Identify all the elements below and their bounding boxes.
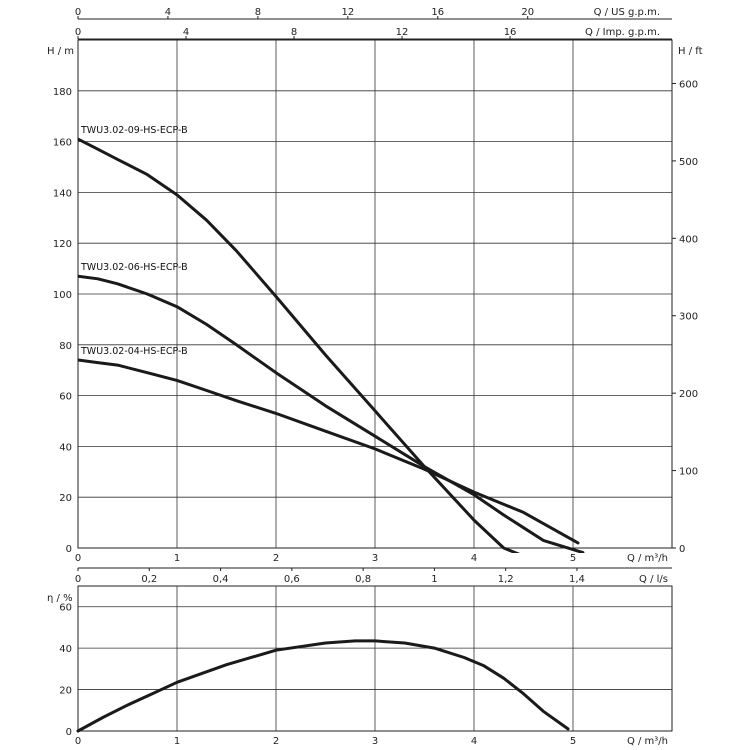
top-flow-axis-tick-label: 8 — [254, 7, 262, 18]
head-y-tick-label: 60 — [59, 391, 72, 403]
ls-axis-tick-label: 0,2 — [141, 574, 158, 585]
efficiency-x-axis-title: Q / m³/h — [626, 736, 668, 747]
head-y-tick-label: 80 — [59, 340, 72, 352]
top-flow-axis-tick-label: 0 — [74, 27, 82, 38]
top-flow-axis-tick-label: 12 — [341, 7, 355, 18]
head-x-tick-label: 0 — [74, 553, 82, 564]
ls-axis-tick-label: 1,2 — [497, 574, 514, 585]
head-y-tick-label: 20 — [59, 493, 72, 505]
efficiency-x-tick-label: 0 — [74, 736, 82, 747]
head-y-axis-title-right: H / ft — [678, 46, 703, 57]
top-flow-axis-tick-label: 16 — [431, 7, 445, 18]
efficiency-y-axis-title: η / % — [47, 593, 73, 604]
head-right-tick-label: 600 — [679, 79, 699, 91]
head-curve-label: TWU3.02-06-HS-ECP-B — [81, 262, 188, 274]
head-right-tick-label: 0 — [679, 544, 686, 555]
head-right-tick-label: 200 — [679, 389, 699, 401]
head-curve-label: TWU3.02-09-HS-ECP-B — [81, 125, 188, 137]
head-right-tick-label: 300 — [679, 311, 699, 323]
ls-axis-title: Q / l/s — [639, 574, 668, 585]
efficiency-curve-panel — [47, 568, 672, 747]
top-flow-axis-tick-label: 0 — [74, 7, 82, 18]
head-y-tick-label: 40 — [59, 442, 72, 454]
efficiency-y-tick-label: 40 — [59, 644, 72, 656]
head-curve-line — [78, 276, 583, 552]
head-y-tick-label: 0 — [65, 544, 72, 555]
efficiency-curve-line — [78, 641, 568, 731]
top-flow-axis-title: Q / US g.p.m. — [593, 7, 660, 18]
head-right-tick-label: 400 — [679, 234, 699, 246]
top-flow-axis-tick-label: 16 — [503, 27, 517, 38]
efficiency-x-tick-label: 3 — [371, 736, 379, 747]
head-right-tick-label: 100 — [679, 466, 699, 478]
efficiency-y-tick-label: 60 — [59, 602, 72, 614]
head-x-tick-label: 5 — [569, 553, 577, 564]
head-x-tick-label: 3 — [371, 553, 379, 564]
efficiency-x-tick-label: 4 — [470, 736, 478, 747]
head-x-tick-label: 4 — [470, 553, 478, 564]
ls-axis-tick-label: 0,8 — [355, 574, 372, 585]
efficiency-x-tick-label: 1 — [173, 736, 181, 747]
head-right-tick-label: 500 — [679, 156, 699, 168]
head-x-tick-label: 1 — [173, 553, 181, 564]
efficiency-x-tick-label: 5 — [569, 736, 577, 747]
ls-axis-tick-label: 0 — [74, 574, 82, 585]
head-y-tick-label: 180 — [52, 86, 72, 98]
top-flow-axis-tick-label: 12 — [395, 27, 409, 38]
ls-axis-tick-label: 0,6 — [283, 574, 300, 585]
head-y-axis-title-left: H / m — [47, 46, 74, 57]
efficiency-x-tick-label: 2 — [272, 736, 280, 747]
top-flow-axis-tick-label: 20 — [521, 7, 535, 18]
head-y-tick-label: 100 — [52, 290, 72, 301]
head-x-tick-label: 2 — [272, 553, 280, 564]
ls-axis-tick-label: 1 — [431, 574, 438, 585]
efficiency-y-tick-label: 20 — [59, 685, 72, 697]
ls-axis-tick-label: 0,4 — [212, 574, 229, 585]
head-x-axis-title: Q / m³/h — [626, 553, 668, 564]
top-flow-axis-tick-label: 8 — [290, 27, 298, 38]
head-y-tick-label: 120 — [52, 239, 72, 251]
top-flow-axis-tick-label: 4 — [182, 27, 190, 38]
top-flow-axis-tick-label: 4 — [164, 7, 172, 18]
top-flow-axis-title: Q / Imp. g.p.m. — [585, 27, 660, 38]
head-y-tick-label: 160 — [52, 137, 72, 149]
head-curve-label: TWU3.02-04-HS-ECP-B — [81, 346, 188, 358]
efficiency-y-tick-label: 0 — [65, 727, 72, 738]
ls-axis-tick-label: 1,4 — [569, 574, 585, 585]
head-y-tick-label: 140 — [52, 188, 72, 200]
head-curve-panel — [47, 7, 703, 566]
